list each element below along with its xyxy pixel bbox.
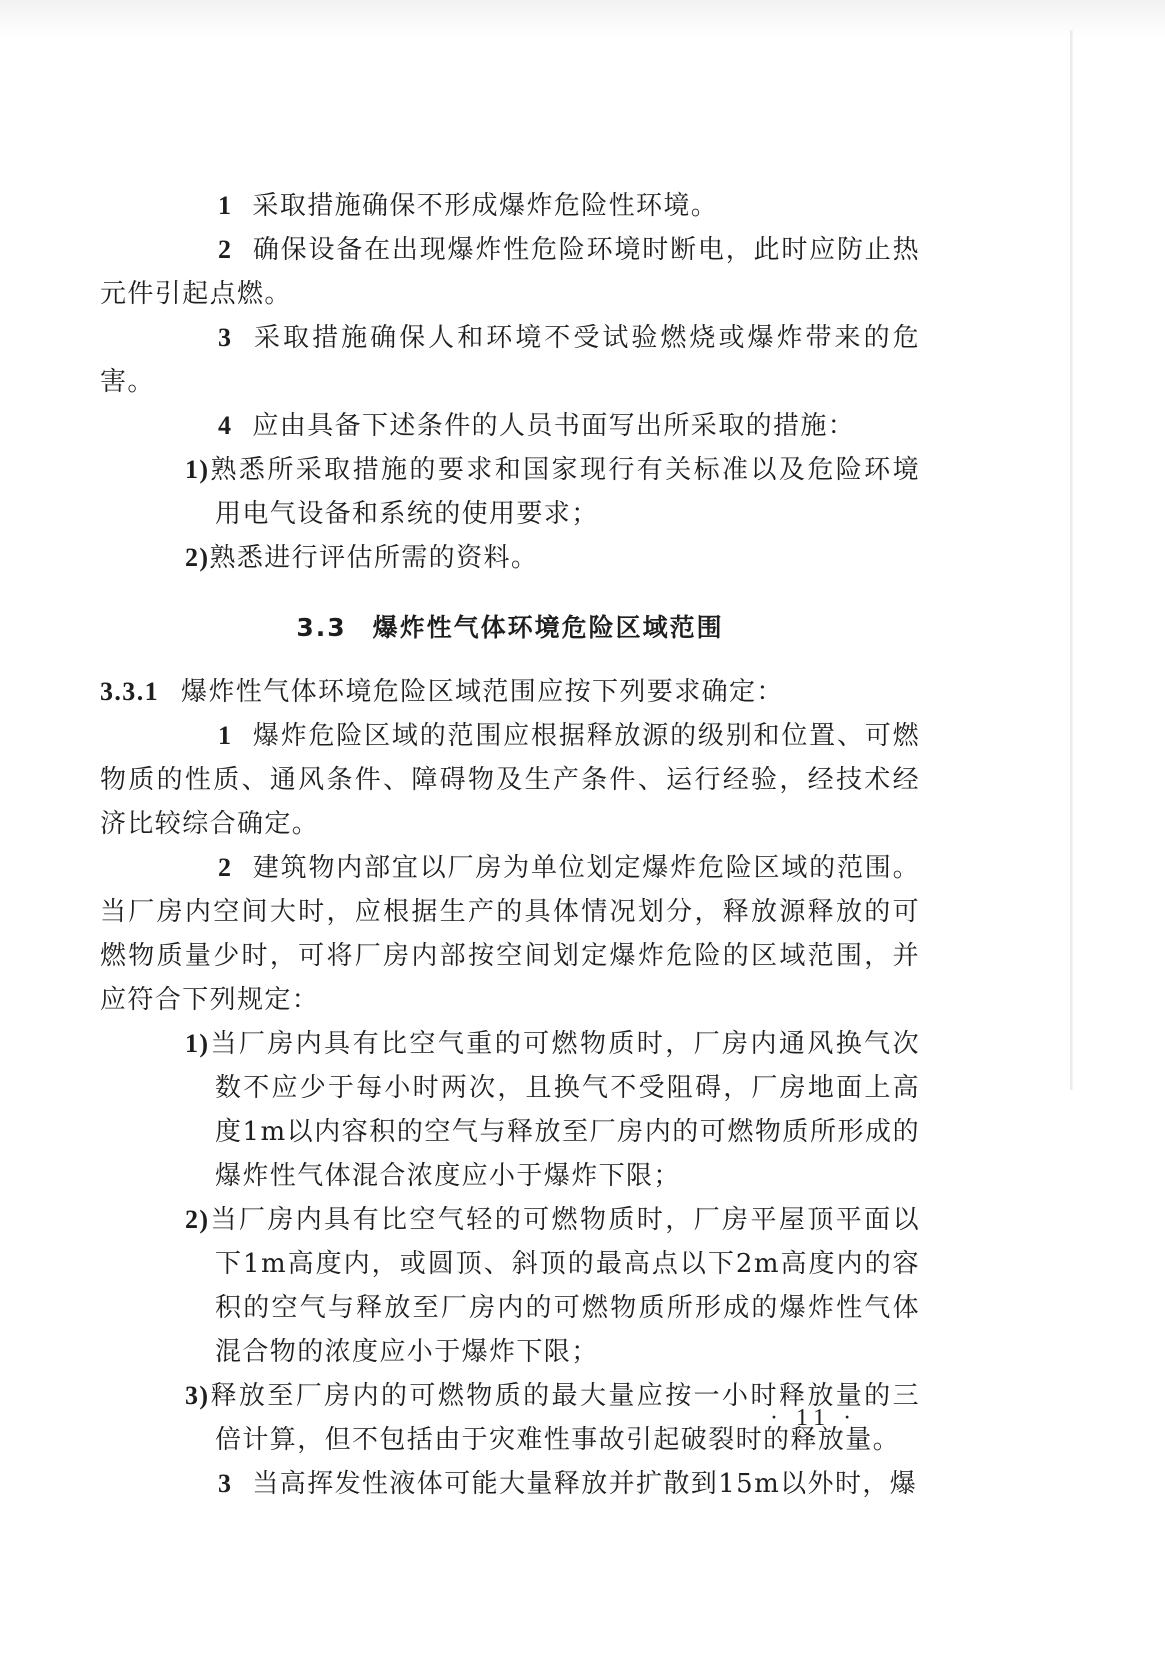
- sub-item: [100, 448, 920, 536]
- item-number: 2: [218, 235, 233, 264]
- section-heading: [100, 606, 920, 650]
- item-number: 3: [218, 323, 233, 352]
- scan-shadow: [0, 0, 1165, 38]
- sub-item-number: 3): [185, 1381, 210, 1410]
- list-item: [100, 316, 920, 404]
- sub-item-text: 熟悉所采取措施的要求和国家现行有关标准以及危险环境用电气设备和系统的使用要求；: [209, 455, 920, 529]
- sub-item: [100, 536, 920, 580]
- list-item: [100, 404, 920, 448]
- sub-item-text: 释放至厂房内的可燃物质的最大量应按一小时释放量的三倍计算，但不包括由于灾难性事故引起破裂时的释放量。: [209, 1381, 920, 1455]
- item-text: 采取措施确保不形成爆炸危险性环境。: [252, 191, 719, 221]
- item-text: 采取措施确保人和环境不受试验燃烧或爆炸带来的危害。: [100, 323, 920, 397]
- clause-text: 爆炸性气体环境危险区域范围应按下列要求确定：: [181, 677, 784, 707]
- clause-number: 3.3.1: [100, 677, 159, 706]
- item-text: 建筑物内部宜以厂房为单位划定爆炸危险区域的范围。当厂房内空间大时，应根据生产的具体情况划分，释放源释放的可燃物质量少时，可将厂房内部按空间划定爆炸危险的区域范围，并应符合下列规定：: [100, 853, 920, 1015]
- sub-item: [100, 1022, 920, 1198]
- sub-item: [100, 1198, 920, 1374]
- scan-edge: [1070, 30, 1073, 1090]
- item-text: 确保设备在出现爆炸性危险环境时断电，此时应防止热元件引起点燃。: [100, 235, 920, 309]
- sub-item-number: 1): [185, 455, 210, 484]
- page-number: · 11 ·: [770, 1405, 858, 1431]
- section-number: 3.3: [296, 613, 347, 642]
- sub-item-number: 1): [185, 1029, 210, 1058]
- item-text: 应由具备下述条件的人员书面写出所采取的措施：: [252, 411, 856, 441]
- list-item: [100, 714, 920, 846]
- list-item: [100, 228, 920, 316]
- item-number: 3: [218, 1469, 233, 1498]
- sub-item-number: 2): [185, 543, 210, 572]
- list-item: [100, 1462, 920, 1506]
- sub-item-text: 当厂房内具有比空气轻的可燃物质时，厂房平屋顶平面以下1m高度内，或圆顶、斜顶的最高点以下2m高度内的容积的空气与释放至厂房内的可燃物质所形成的爆炸性气体混合物的浓度应小于爆炸下限；: [209, 1205, 920, 1367]
- sub-item-text: 当厂房内具有比空气重的可燃物质时，厂房内通风换气次数不应少于每小时两次，且换气不受阻碍，厂房地面上高度1m以内容积的空气与释放至厂房内的可燃物质所形成的爆炸性气体混合浓度应小于爆炸下限；: [209, 1029, 920, 1191]
- item-text: 当高挥发性液体可能大量释放并扩散到15m以外时，爆: [252, 1469, 918, 1499]
- section-title: 爆炸性气体环境危险区域范围: [372, 613, 724, 642]
- list-item: [100, 846, 920, 1022]
- sub-item-number: 2): [185, 1205, 210, 1234]
- item-number: 1: [218, 191, 233, 220]
- clause: [100, 670, 920, 714]
- item-text: 爆炸危险区域的范围应根据释放源的级别和位置、可燃物质的性质、通风条件、障碍物及生产条件、运行经验，经技术经济比较综合确定。: [100, 721, 920, 839]
- sub-item-text: 熟悉进行评估所需的资料。: [209, 543, 539, 573]
- item-number: 4: [218, 411, 233, 440]
- item-number: 2: [218, 853, 233, 882]
- list-item: [100, 184, 920, 228]
- item-number: 1: [218, 721, 233, 750]
- page-body: [100, 184, 920, 1506]
